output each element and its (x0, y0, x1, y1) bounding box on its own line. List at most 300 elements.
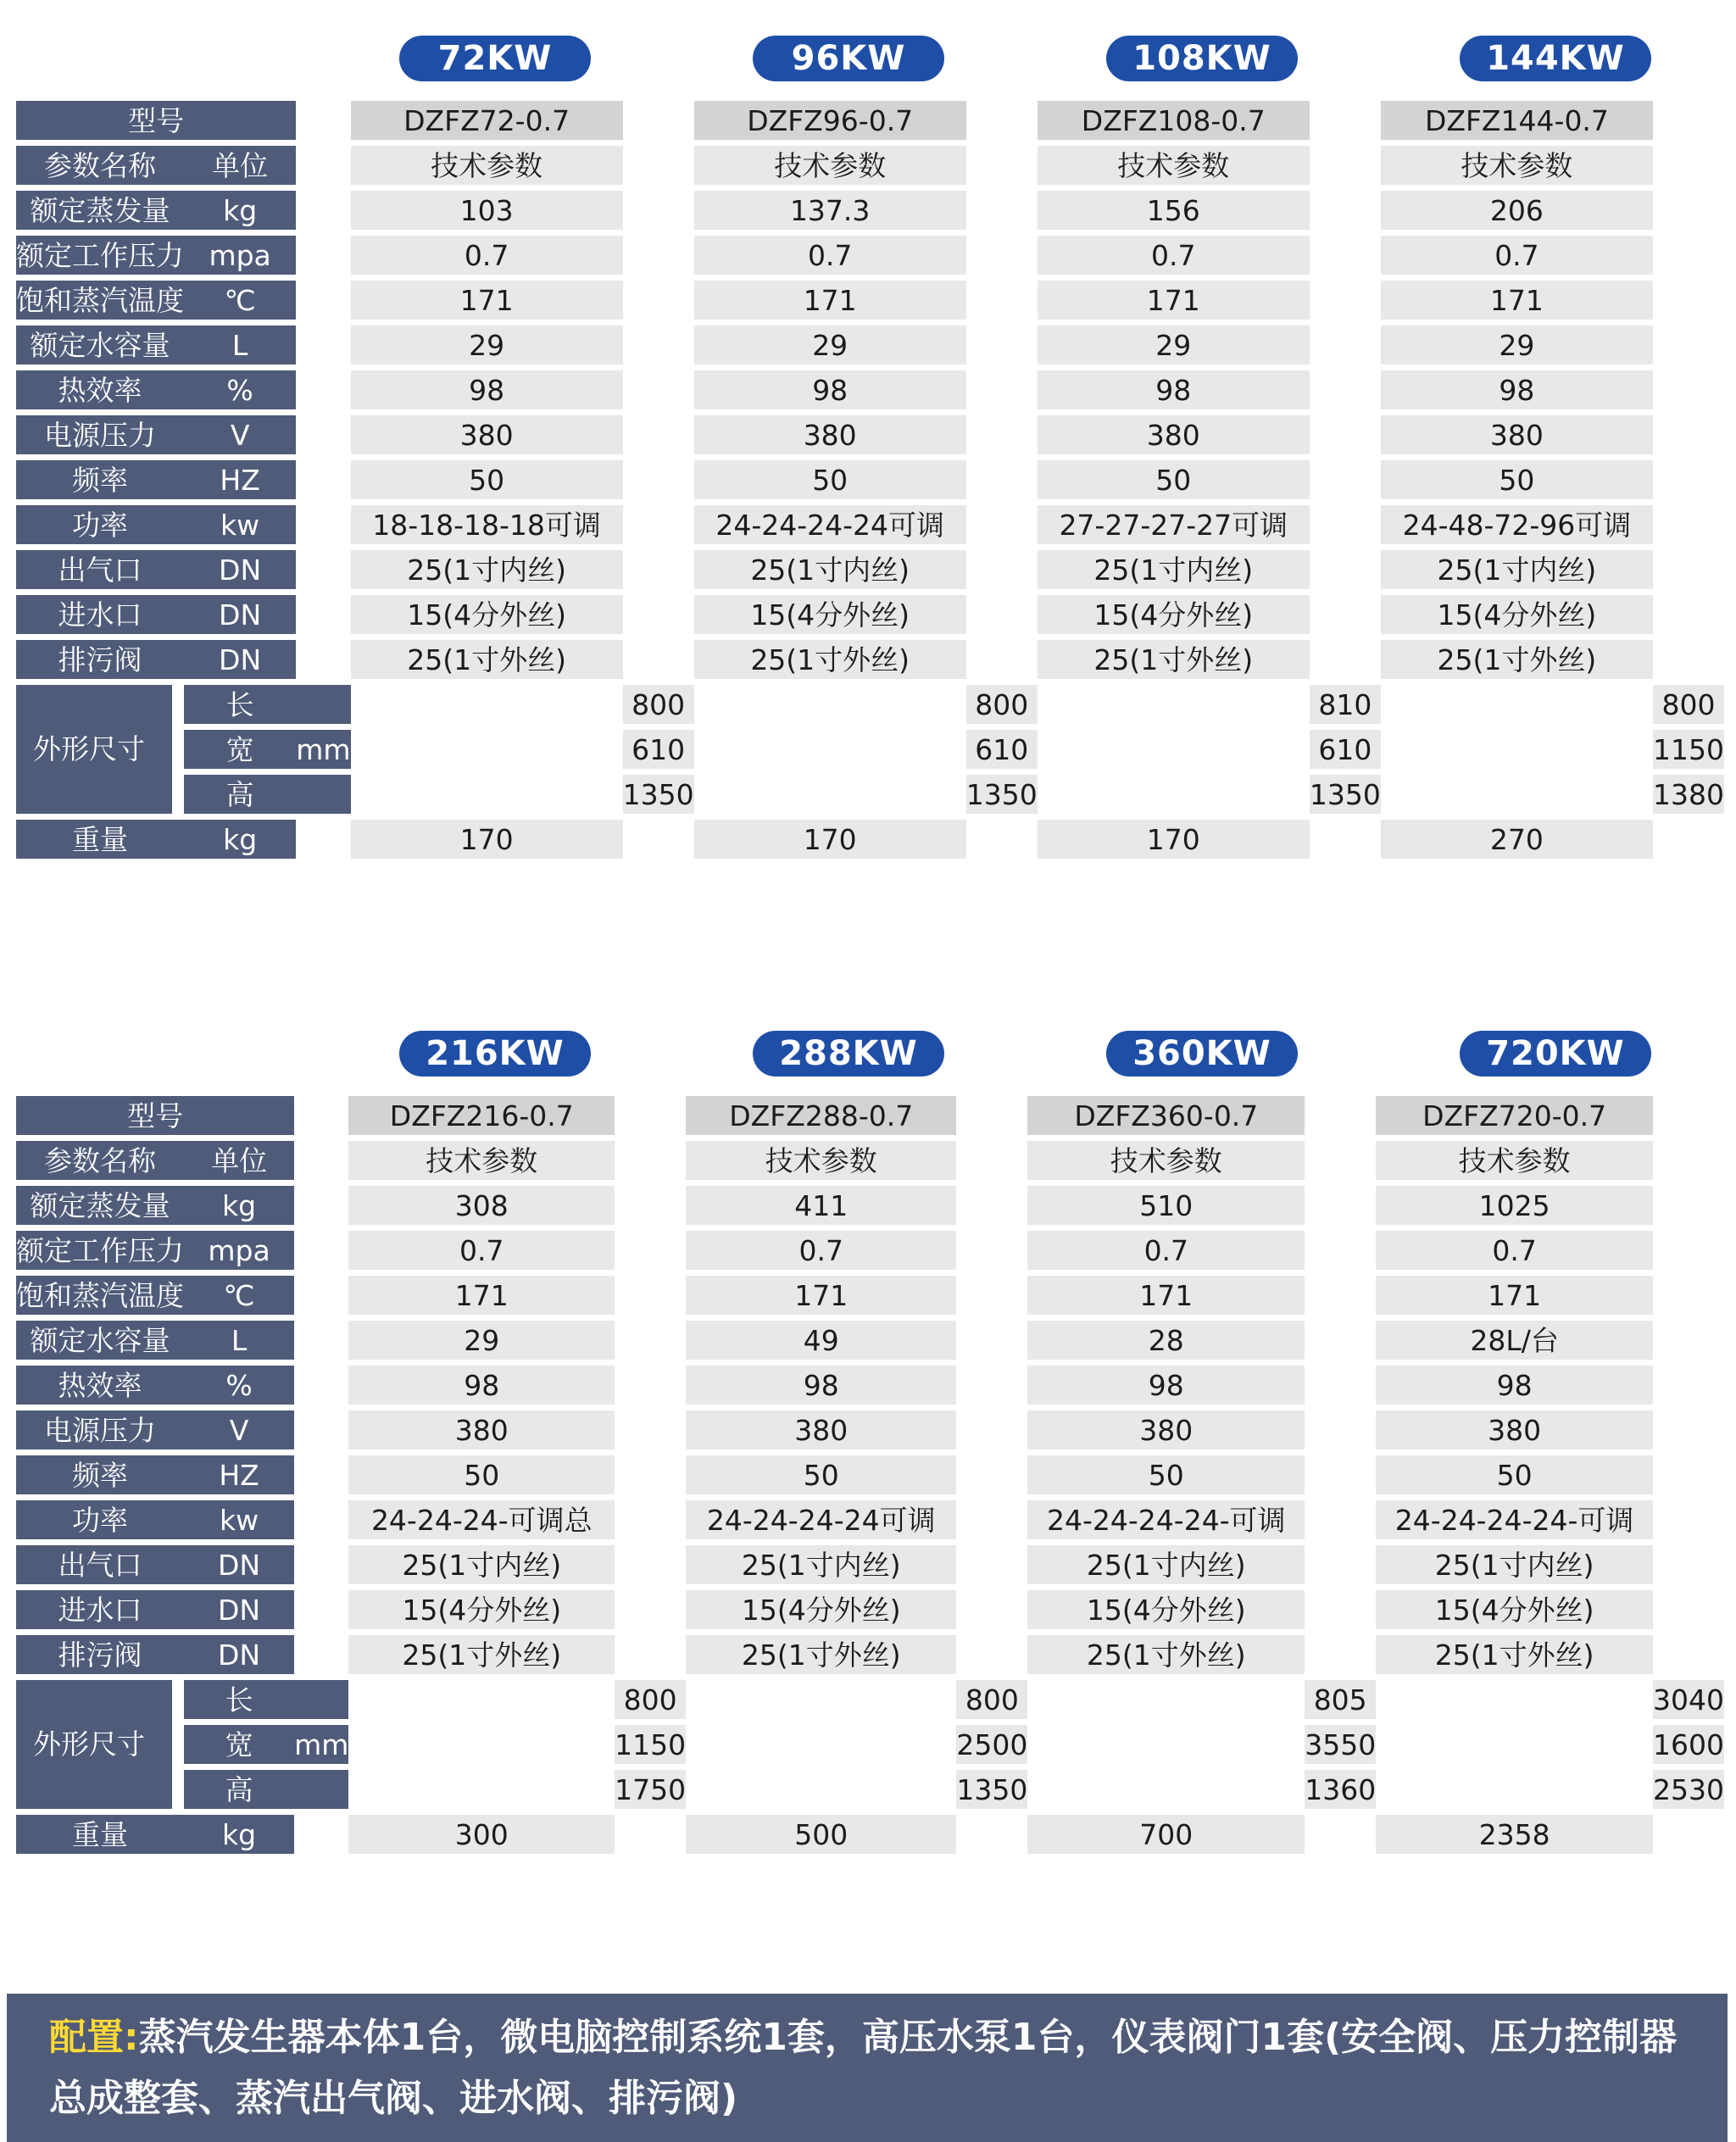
column-gap (296, 415, 350, 454)
param-value: 206 (1381, 191, 1653, 230)
dimension-value: 1750 (615, 1770, 686, 1809)
column-gap (615, 1635, 686, 1674)
dimension-value: 805 (1305, 1680, 1376, 1719)
column-gap (294, 1410, 348, 1449)
param-name: 饱和蒸汽温度 (16, 1276, 184, 1315)
param-unit: ℃ (184, 1276, 294, 1315)
column-gap (296, 370, 350, 409)
model-cell: DZFZ144-0.7 (1381, 101, 1653, 140)
column-gap (348, 1770, 615, 1809)
column-gap (351, 685, 623, 724)
column-gap (1305, 1186, 1376, 1225)
power-rating-pill: 720KW (1460, 1031, 1651, 1077)
dimension-value: 1350 (966, 775, 1038, 814)
column-gap (615, 1590, 686, 1629)
dimension-width-label: 宽 (184, 1725, 294, 1764)
column-gap (294, 1186, 348, 1225)
param-unit: ℃ (184, 281, 296, 320)
power-rating-row (16, 25, 1724, 76)
param-value: 103 (351, 191, 623, 230)
param-value: 50 (348, 1455, 615, 1494)
dimension-length-label: 长 (184, 685, 296, 724)
param-value: 24-24-24-24可调 (694, 505, 966, 544)
column-gap (966, 505, 1038, 544)
column-gap (694, 685, 966, 724)
power-rating-pill: 72KW (399, 36, 591, 81)
column-gap (294, 1815, 348, 1854)
param-value: 0.7 (694, 236, 966, 275)
unit-header: 单位 (184, 1141, 294, 1180)
column-gap (956, 1590, 1027, 1629)
column-gap (1305, 1815, 1376, 1854)
param-value: 18-18-18-18可调 (351, 505, 623, 544)
power-rating-row (16, 1021, 1724, 1071)
column-gap (172, 1770, 184, 1809)
param-value: 24-24-24-24-可调 (1376, 1500, 1653, 1539)
column-gap (956, 1231, 1027, 1270)
column-gap (294, 1545, 348, 1584)
column-gap (1310, 460, 1381, 499)
column-gap (615, 1276, 686, 1315)
param-unit: L (184, 1321, 294, 1360)
param-value: 50 (694, 460, 966, 499)
param-name: 额定工作压力 (16, 236, 184, 275)
param-row (16, 460, 1724, 499)
param-name: 额定蒸发量 (16, 1186, 184, 1225)
param-value: 0.7 (1381, 236, 1653, 275)
column-gap (623, 595, 694, 634)
dimension-unit-blank (296, 775, 350, 814)
param-value: 171 (1376, 1276, 1653, 1315)
column-gap (1310, 281, 1381, 320)
column-gap (686, 1680, 956, 1719)
param-value: 98 (1027, 1366, 1305, 1405)
param-value: 15(4分外丝) (351, 595, 623, 634)
param-value: 510 (1027, 1186, 1305, 1225)
weight-value: 2358 (1376, 1815, 1653, 1854)
param-row (16, 1410, 1724, 1449)
weight-unit: kg (184, 1815, 294, 1854)
param-unit: DN (184, 1590, 294, 1629)
column-gap (966, 101, 1038, 140)
tech-param-header: 技术参数 (1027, 1141, 1305, 1180)
model-cell: DZFZ72-0.7 (351, 101, 623, 140)
column-gap (1305, 1500, 1376, 1539)
param-unit: % (184, 1366, 294, 1405)
column-gap (956, 1366, 1027, 1405)
column-gap (623, 191, 694, 230)
param-name: 进水口 (16, 1590, 184, 1629)
param-value: 25(1寸外丝) (351, 640, 623, 679)
spec-table (16, 95, 1724, 865)
model-header: 型号 (16, 1096, 294, 1135)
param-value: 25(1寸内丝) (1381, 550, 1653, 589)
dimension-value: 1350 (1310, 775, 1381, 814)
column-gap (956, 1410, 1027, 1449)
configuration-note (7, 1994, 1728, 2142)
column-gap (1310, 550, 1381, 589)
param-row (16, 595, 1724, 634)
param-value: 29 (1381, 325, 1653, 364)
param-unit: kg (184, 1186, 294, 1225)
column-gap (294, 1635, 348, 1674)
column-gap (966, 370, 1038, 409)
column-gap (623, 550, 694, 589)
param-value: 380 (1027, 1410, 1305, 1449)
param-value: 25(1寸外丝) (1381, 640, 1653, 679)
param-value: 29 (694, 325, 966, 364)
dimension-value: 1350 (623, 775, 694, 814)
weight-value: 170 (694, 820, 966, 859)
dimension-value: 1600 (1653, 1725, 1724, 1764)
dimension-value: 2500 (956, 1725, 1027, 1764)
weight-unit: kg (184, 820, 296, 859)
column-gap (294, 1231, 348, 1270)
param-unit: V (184, 415, 296, 454)
param-value: 25(1寸内丝) (1038, 550, 1310, 589)
param-row (16, 236, 1724, 275)
column-gap (1305, 1410, 1376, 1449)
param-value: 15(4分外丝) (1376, 1590, 1653, 1629)
column-gap (623, 460, 694, 499)
column-gap (1381, 685, 1653, 724)
column-gap (623, 820, 694, 859)
param-unit: V (184, 1410, 294, 1449)
param-unit: L (184, 325, 296, 364)
column-gap (1305, 1590, 1376, 1629)
weight-row (16, 820, 1724, 859)
model-cell: DZFZ108-0.7 (1038, 101, 1310, 140)
weight-value: 300 (348, 1815, 615, 1854)
param-value: 24-24-24-24可调 (686, 1500, 956, 1539)
param-value: 50 (1027, 1455, 1305, 1494)
param-row (16, 1455, 1724, 1494)
column-gap (348, 1680, 615, 1719)
column-gap (296, 325, 350, 364)
param-value: 98 (1381, 370, 1653, 409)
power-rating-pill: 144KW (1460, 36, 1651, 81)
column-gap (296, 595, 350, 634)
column-gap (1038, 685, 1310, 724)
column-gap (1310, 820, 1381, 859)
dimension-unit-blank (296, 685, 350, 724)
column-gap (1305, 1545, 1376, 1584)
dimension-row (16, 685, 1724, 724)
param-row (16, 415, 1724, 454)
column-gap (1376, 1725, 1653, 1764)
column-gap (294, 1141, 348, 1180)
column-gap (296, 146, 350, 185)
configuration-label: 配置: (49, 2016, 139, 2059)
dimension-row (16, 1770, 1724, 1809)
column-gap (623, 505, 694, 544)
param-value: 29 (348, 1321, 615, 1360)
weight-value: 700 (1027, 1815, 1305, 1854)
param-value: 49 (686, 1321, 956, 1360)
param-value: 25(1寸内丝) (694, 550, 966, 589)
column-gap (956, 1321, 1027, 1360)
tech-param-header: 技术参数 (694, 146, 966, 185)
column-gap (1305, 1231, 1376, 1270)
column-gap (294, 1096, 348, 1135)
dimension-row (16, 1680, 1724, 1719)
param-row (16, 325, 1724, 364)
column-gap (615, 1141, 686, 1180)
weight-row (16, 1815, 1724, 1854)
dimension-value: 1350 (956, 1770, 1027, 1809)
param-row (16, 1366, 1724, 1405)
param-value: 98 (1038, 370, 1310, 409)
dimension-unit: mm (296, 730, 350, 769)
dimension-value: 1150 (615, 1725, 686, 1764)
column-gap (615, 1231, 686, 1270)
column-gap (1305, 1635, 1376, 1674)
dimension-value: 1360 (1305, 1770, 1376, 1809)
param-value: 380 (1376, 1410, 1653, 1449)
dimension-width-label: 宽 (184, 730, 296, 769)
column-gap (694, 775, 966, 814)
column-gap (966, 146, 1038, 185)
column-gap (1027, 1680, 1305, 1719)
column-gap (623, 101, 694, 140)
column-gap (966, 415, 1038, 454)
param-unit: kw (184, 505, 296, 544)
column-gap (296, 640, 350, 679)
param-unit: HZ (184, 460, 296, 499)
param-row (16, 1276, 1724, 1315)
param-value: 380 (351, 415, 623, 454)
param-value: 380 (686, 1410, 956, 1449)
column-gap (966, 281, 1038, 320)
dimension-unit: mm (294, 1725, 348, 1764)
tech-param-header: 技术参数 (351, 146, 623, 185)
tech-param-header: 技术参数 (1038, 146, 1310, 185)
param-row (16, 550, 1724, 589)
column-gap (615, 1410, 686, 1449)
dimension-value: 1150 (1653, 730, 1724, 769)
column-gap (686, 1725, 956, 1764)
param-value: 25(1寸内丝) (1027, 1545, 1305, 1584)
model-header: 型号 (16, 101, 296, 140)
param-value: 24-24-24-24-可调 (1027, 1500, 1305, 1539)
param-unit: kg (184, 191, 296, 230)
unit-header: 单位 (184, 146, 296, 185)
column-gap (623, 415, 694, 454)
model-cell: DZFZ360-0.7 (1027, 1096, 1305, 1135)
dimension-value: 3040 (1653, 1680, 1724, 1719)
param-value: 171 (694, 281, 966, 320)
column-gap (172, 730, 184, 769)
weight-value: 270 (1381, 820, 1653, 859)
param-value: 27-27-27-27可调 (1038, 505, 1310, 544)
column-gap (1310, 505, 1381, 544)
column-gap (686, 1770, 956, 1809)
dimension-value: 800 (956, 1680, 1027, 1719)
power-rating-pill: 216KW (399, 1031, 591, 1077)
param-name: 频率 (16, 460, 184, 499)
column-gap (956, 1815, 1027, 1854)
column-gap (172, 1680, 184, 1719)
column-gap (956, 1276, 1027, 1315)
param-name: 额定蒸发量 (16, 191, 184, 230)
column-gap (615, 1815, 686, 1854)
power-rating-pill: 288KW (753, 1031, 944, 1077)
column-gap (294, 1366, 348, 1405)
dimension-height-label: 高 (184, 1770, 294, 1809)
param-name: 功率 (16, 505, 184, 544)
column-gap (966, 325, 1038, 364)
column-gap (296, 236, 350, 275)
column-gap (1305, 1366, 1376, 1405)
column-gap (623, 325, 694, 364)
column-gap (172, 685, 184, 724)
dimension-row (16, 730, 1724, 769)
tech-param-header: 技术参数 (1381, 146, 1653, 185)
dimension-value: 3550 (1305, 1725, 1376, 1764)
param-value: 0.7 (1038, 236, 1310, 275)
column-gap (956, 1635, 1027, 1674)
param-value: 98 (351, 370, 623, 409)
param-unit: mpa (184, 1231, 294, 1270)
param-value: 15(4分外丝) (694, 595, 966, 634)
param-name-header: 参数名称 (16, 1141, 184, 1180)
param-unit: mpa (184, 236, 296, 275)
dimension-unit-blank (294, 1770, 348, 1809)
column-gap (966, 191, 1038, 230)
model-cell: DZFZ720-0.7 (1376, 1096, 1653, 1135)
column-gap (1305, 1096, 1376, 1135)
column-gap (623, 370, 694, 409)
column-gap (966, 550, 1038, 589)
column-gap (966, 820, 1038, 859)
column-gap (956, 1455, 1027, 1494)
column-gap (172, 775, 184, 814)
param-value: 24-48-72-96可调 (1381, 505, 1653, 544)
column-gap (296, 460, 350, 499)
column-gap (172, 1725, 184, 1764)
column-gap (296, 505, 350, 544)
column-gap (694, 730, 966, 769)
column-gap (294, 1590, 348, 1629)
column-gap (1310, 415, 1381, 454)
column-gap (1310, 236, 1381, 275)
param-value: 25(1寸外丝) (1038, 640, 1310, 679)
column-gap (296, 101, 350, 140)
column-gap (623, 640, 694, 679)
param-value: 25(1寸外丝) (348, 1635, 615, 1674)
column-gap (351, 775, 623, 814)
param-value: 171 (351, 281, 623, 320)
param-name: 排污阀 (16, 1635, 184, 1674)
weight-value: 500 (686, 1815, 956, 1854)
param-value: 25(1寸外丝) (694, 640, 966, 679)
param-value: 0.7 (348, 1231, 615, 1270)
param-value: 28L/台 (1376, 1321, 1653, 1360)
column-gap (1376, 1770, 1653, 1809)
column-gap (615, 1500, 686, 1539)
param-row (16, 505, 1724, 544)
column-gap (296, 191, 350, 230)
param-unit: kw (184, 1500, 294, 1539)
column-gap (956, 1186, 1027, 1225)
param-row (16, 281, 1724, 320)
column-gap (1310, 146, 1381, 185)
param-name: 额定水容量 (16, 1321, 184, 1360)
param-value: 380 (1381, 415, 1653, 454)
param-value: 98 (694, 370, 966, 409)
param-value: 98 (348, 1366, 615, 1405)
dimension-value: 610 (1310, 730, 1381, 769)
dimension-group-label: 外形尺寸 (16, 685, 172, 814)
dimension-value: 810 (1310, 685, 1381, 724)
param-row (16, 191, 1724, 230)
param-name: 热效率 (16, 370, 184, 409)
param-value: 15(4分外丝) (1038, 595, 1310, 634)
power-rating-pill: 96KW (753, 36, 944, 81)
column-gap (615, 1096, 686, 1135)
param-value: 25(1寸外丝) (1027, 1635, 1305, 1674)
column-gap (294, 1276, 348, 1315)
param-name-header: 参数名称 (16, 146, 184, 185)
param-value: 98 (1376, 1366, 1653, 1405)
param-value: 25(1寸内丝) (348, 1545, 615, 1584)
param-unit: DN (184, 595, 296, 634)
column-gap (294, 1500, 348, 1539)
param-value: 15(4分外丝) (348, 1590, 615, 1629)
column-gap (1305, 1141, 1376, 1180)
param-row (16, 1590, 1724, 1629)
column-gap (296, 550, 350, 589)
param-value: 308 (348, 1186, 615, 1225)
param-value: 24-24-24-可调总 (348, 1500, 615, 1539)
param-value: 0.7 (686, 1231, 956, 1270)
param-row (16, 1635, 1724, 1674)
param-unit: DN (184, 1635, 294, 1674)
param-value: 50 (351, 460, 623, 499)
model-row (16, 101, 1724, 140)
dimension-height-label: 高 (184, 775, 296, 814)
param-name: 额定工作压力 (16, 1231, 184, 1270)
param-value: 29 (1038, 325, 1310, 364)
param-value: 50 (1038, 460, 1310, 499)
column-gap (615, 1186, 686, 1225)
weight-value: 170 (1038, 820, 1310, 859)
column-gap (1381, 775, 1653, 814)
param-value: 15(4分外丝) (686, 1590, 956, 1629)
column-gap (1305, 1276, 1376, 1315)
param-value: 98 (686, 1366, 956, 1405)
column-gap (1310, 191, 1381, 230)
power-rating-pill: 360KW (1106, 1031, 1298, 1077)
param-name: 热效率 (16, 1366, 184, 1405)
column-gap (294, 1321, 348, 1360)
column-gap (1027, 1770, 1305, 1809)
column-gap (1038, 730, 1310, 769)
dimension-value: 2530 (1653, 1770, 1724, 1809)
param-value: 25(1寸内丝) (686, 1545, 956, 1584)
tech-param-header: 技术参数 (686, 1141, 956, 1180)
tech-param-header: 技术参数 (348, 1141, 615, 1180)
column-gap (1305, 1321, 1376, 1360)
dimension-row (16, 1725, 1724, 1764)
param-row (16, 1545, 1724, 1584)
model-cell: DZFZ216-0.7 (348, 1096, 615, 1135)
column-gap (1027, 1725, 1305, 1764)
column-gap (1310, 595, 1381, 634)
param-value: 50 (686, 1455, 956, 1494)
dimension-value: 610 (623, 730, 694, 769)
param-unit: DN (184, 1545, 294, 1584)
